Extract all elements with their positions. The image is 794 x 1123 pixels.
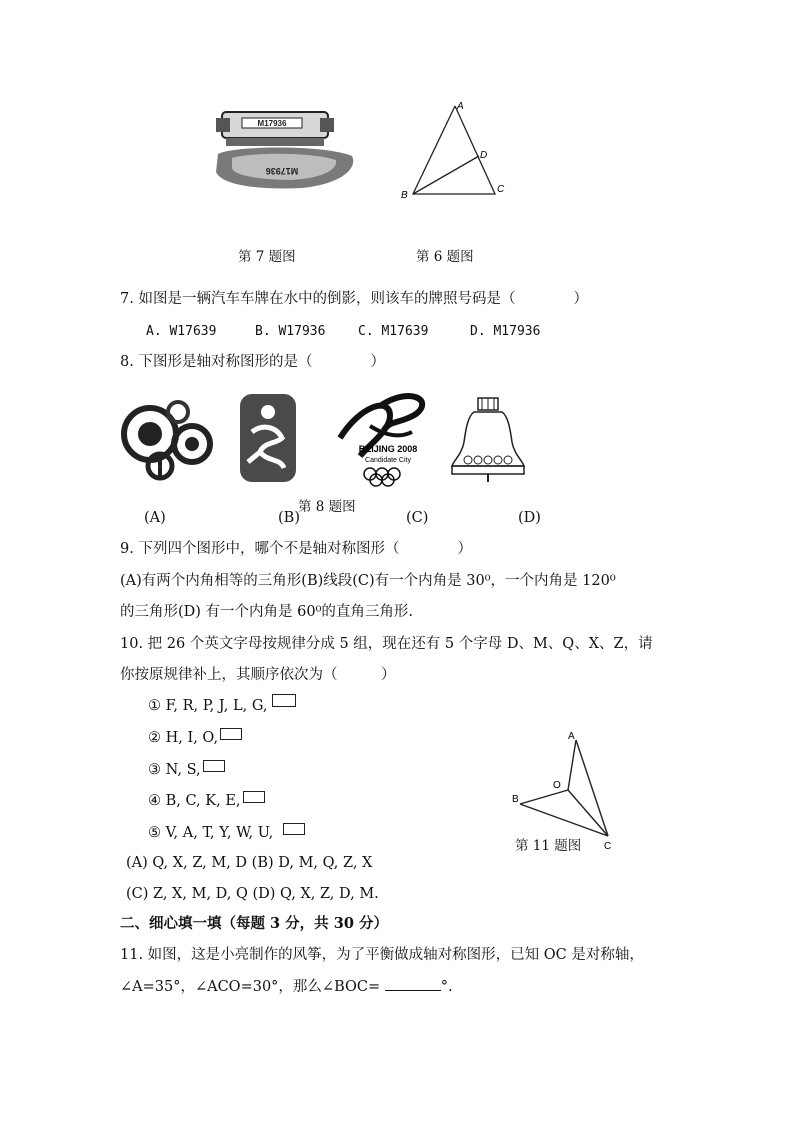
- q10-group-2: [148, 728, 242, 748]
- q10-group-3: [148, 760, 225, 780]
- group-3-letters: ③ N, S,: [148, 762, 201, 778]
- q10-group-4: [148, 791, 265, 811]
- group-5-letters: ⑤ V, A, T, Y, W, U,: [148, 825, 274, 841]
- q7-option-d: D. M17936: [470, 324, 541, 339]
- q10-answers-ab: (A) Q, X, Z, M, D (B) D, M, Q, Z, X: [126, 855, 373, 871]
- q10-group-1: [148, 696, 268, 716]
- q9-stem: 9. 下列四个图形中，哪个不是轴对称图形（ ）: [120, 541, 472, 557]
- group-2-letters: ② H, I, O,: [148, 730, 219, 746]
- q8-stem: 8. 下图形是轴对称图形的是（ ）: [120, 354, 385, 370]
- svg-text:M17936: M17936: [265, 166, 299, 176]
- q9-line1: (A)有两个内角相等的三角形(B)线段(C)有一个内角是 30⁰，一个内角是 120⁰: [120, 573, 616, 589]
- q10-line2: 你按原规律补上，其顺序依次为（ ）: [120, 667, 396, 683]
- group-4-letters: ④ B, C, K, E,: [148, 793, 241, 809]
- svg-text:C: C: [497, 184, 505, 195]
- q10-line1: 10. 把 26 个英文字母按规律分成 5 组，现在还有 5 个字母 D、M、Q、X、Z，请: [120, 636, 653, 652]
- figure-6-triangle: [395, 96, 510, 206]
- fig11-caption: 第 11 题图: [515, 838, 582, 854]
- q8-label-d: (D): [518, 510, 541, 526]
- svg-text:A: A: [568, 731, 575, 742]
- q10-answers-cd: (C) Z, X, M, D, Q (D) Q, X, Z, D, M.: [126, 886, 379, 902]
- svg-text:Candidate City: Candidate City: [365, 457, 411, 464]
- q10-group-5: [148, 823, 305, 843]
- q7-option-c: C. M17639: [358, 324, 429, 339]
- q8-label-b: (B): [278, 510, 300, 526]
- q8-label-c: (C): [406, 510, 429, 526]
- q8-figure-d: [448, 394, 528, 484]
- q8-figure-c: [330, 386, 440, 494]
- q11-line2-text: ∠A=35°，∠ACO=30°，那么∠BOC=: [120, 979, 381, 995]
- svg-text:D: D: [480, 150, 488, 161]
- svg-text:C: C: [604, 841, 612, 850]
- q7-option-a: A. W17639: [146, 324, 217, 339]
- q8-caption: 第 8 题图: [298, 499, 356, 515]
- group-1-box: [272, 694, 296, 707]
- group-3-box: [203, 760, 225, 772]
- figure-11-kite: [506, 728, 626, 850]
- q8-figure-b: [238, 392, 300, 484]
- figure-7-car-reflection: [212, 106, 360, 192]
- q11-line2-tail: °.: [440, 979, 453, 995]
- group-4-box: [243, 791, 265, 803]
- q7-stem: 7. 如图是一辆汽车车牌在水中的倒影，则该车的牌照号码是（ ）: [120, 291, 588, 307]
- q8-figure-a: [120, 394, 215, 484]
- section2-heading: 二、细心填一填（每题 3 分，共 30 分）: [120, 915, 388, 932]
- svg-text:BEIJING 2008: BEIJING 2008: [358, 444, 418, 454]
- q11-line1: 11. 如图，这是小亮制作的风筝，为了平衡做成轴对称图形，已知 OC 是对称轴，: [120, 947, 644, 963]
- q8-label-a: (A): [144, 510, 166, 526]
- plate-text: M17936: [257, 119, 287, 128]
- q7-option-b: B. W17936: [255, 324, 326, 339]
- group-1-letters: ① F, R, P, J, L, G,: [148, 698, 268, 714]
- fig7-caption: 第 7 题图: [238, 249, 296, 265]
- svg-text:O: O: [553, 780, 561, 791]
- q11-line2: [120, 976, 453, 997]
- svg-text:B: B: [512, 794, 519, 805]
- group-2-box: [220, 728, 242, 740]
- fig6-caption: 第 6 题图: [416, 249, 474, 265]
- q11-answer-blank[interactable]: [385, 976, 441, 991]
- svg-text:B: B: [401, 190, 408, 201]
- group-5-box: [283, 823, 305, 835]
- q9-line2: 的三角形(D) 有一个内角是 60⁰的直角三角形.: [120, 604, 414, 620]
- svg-text:A: A: [457, 101, 464, 112]
